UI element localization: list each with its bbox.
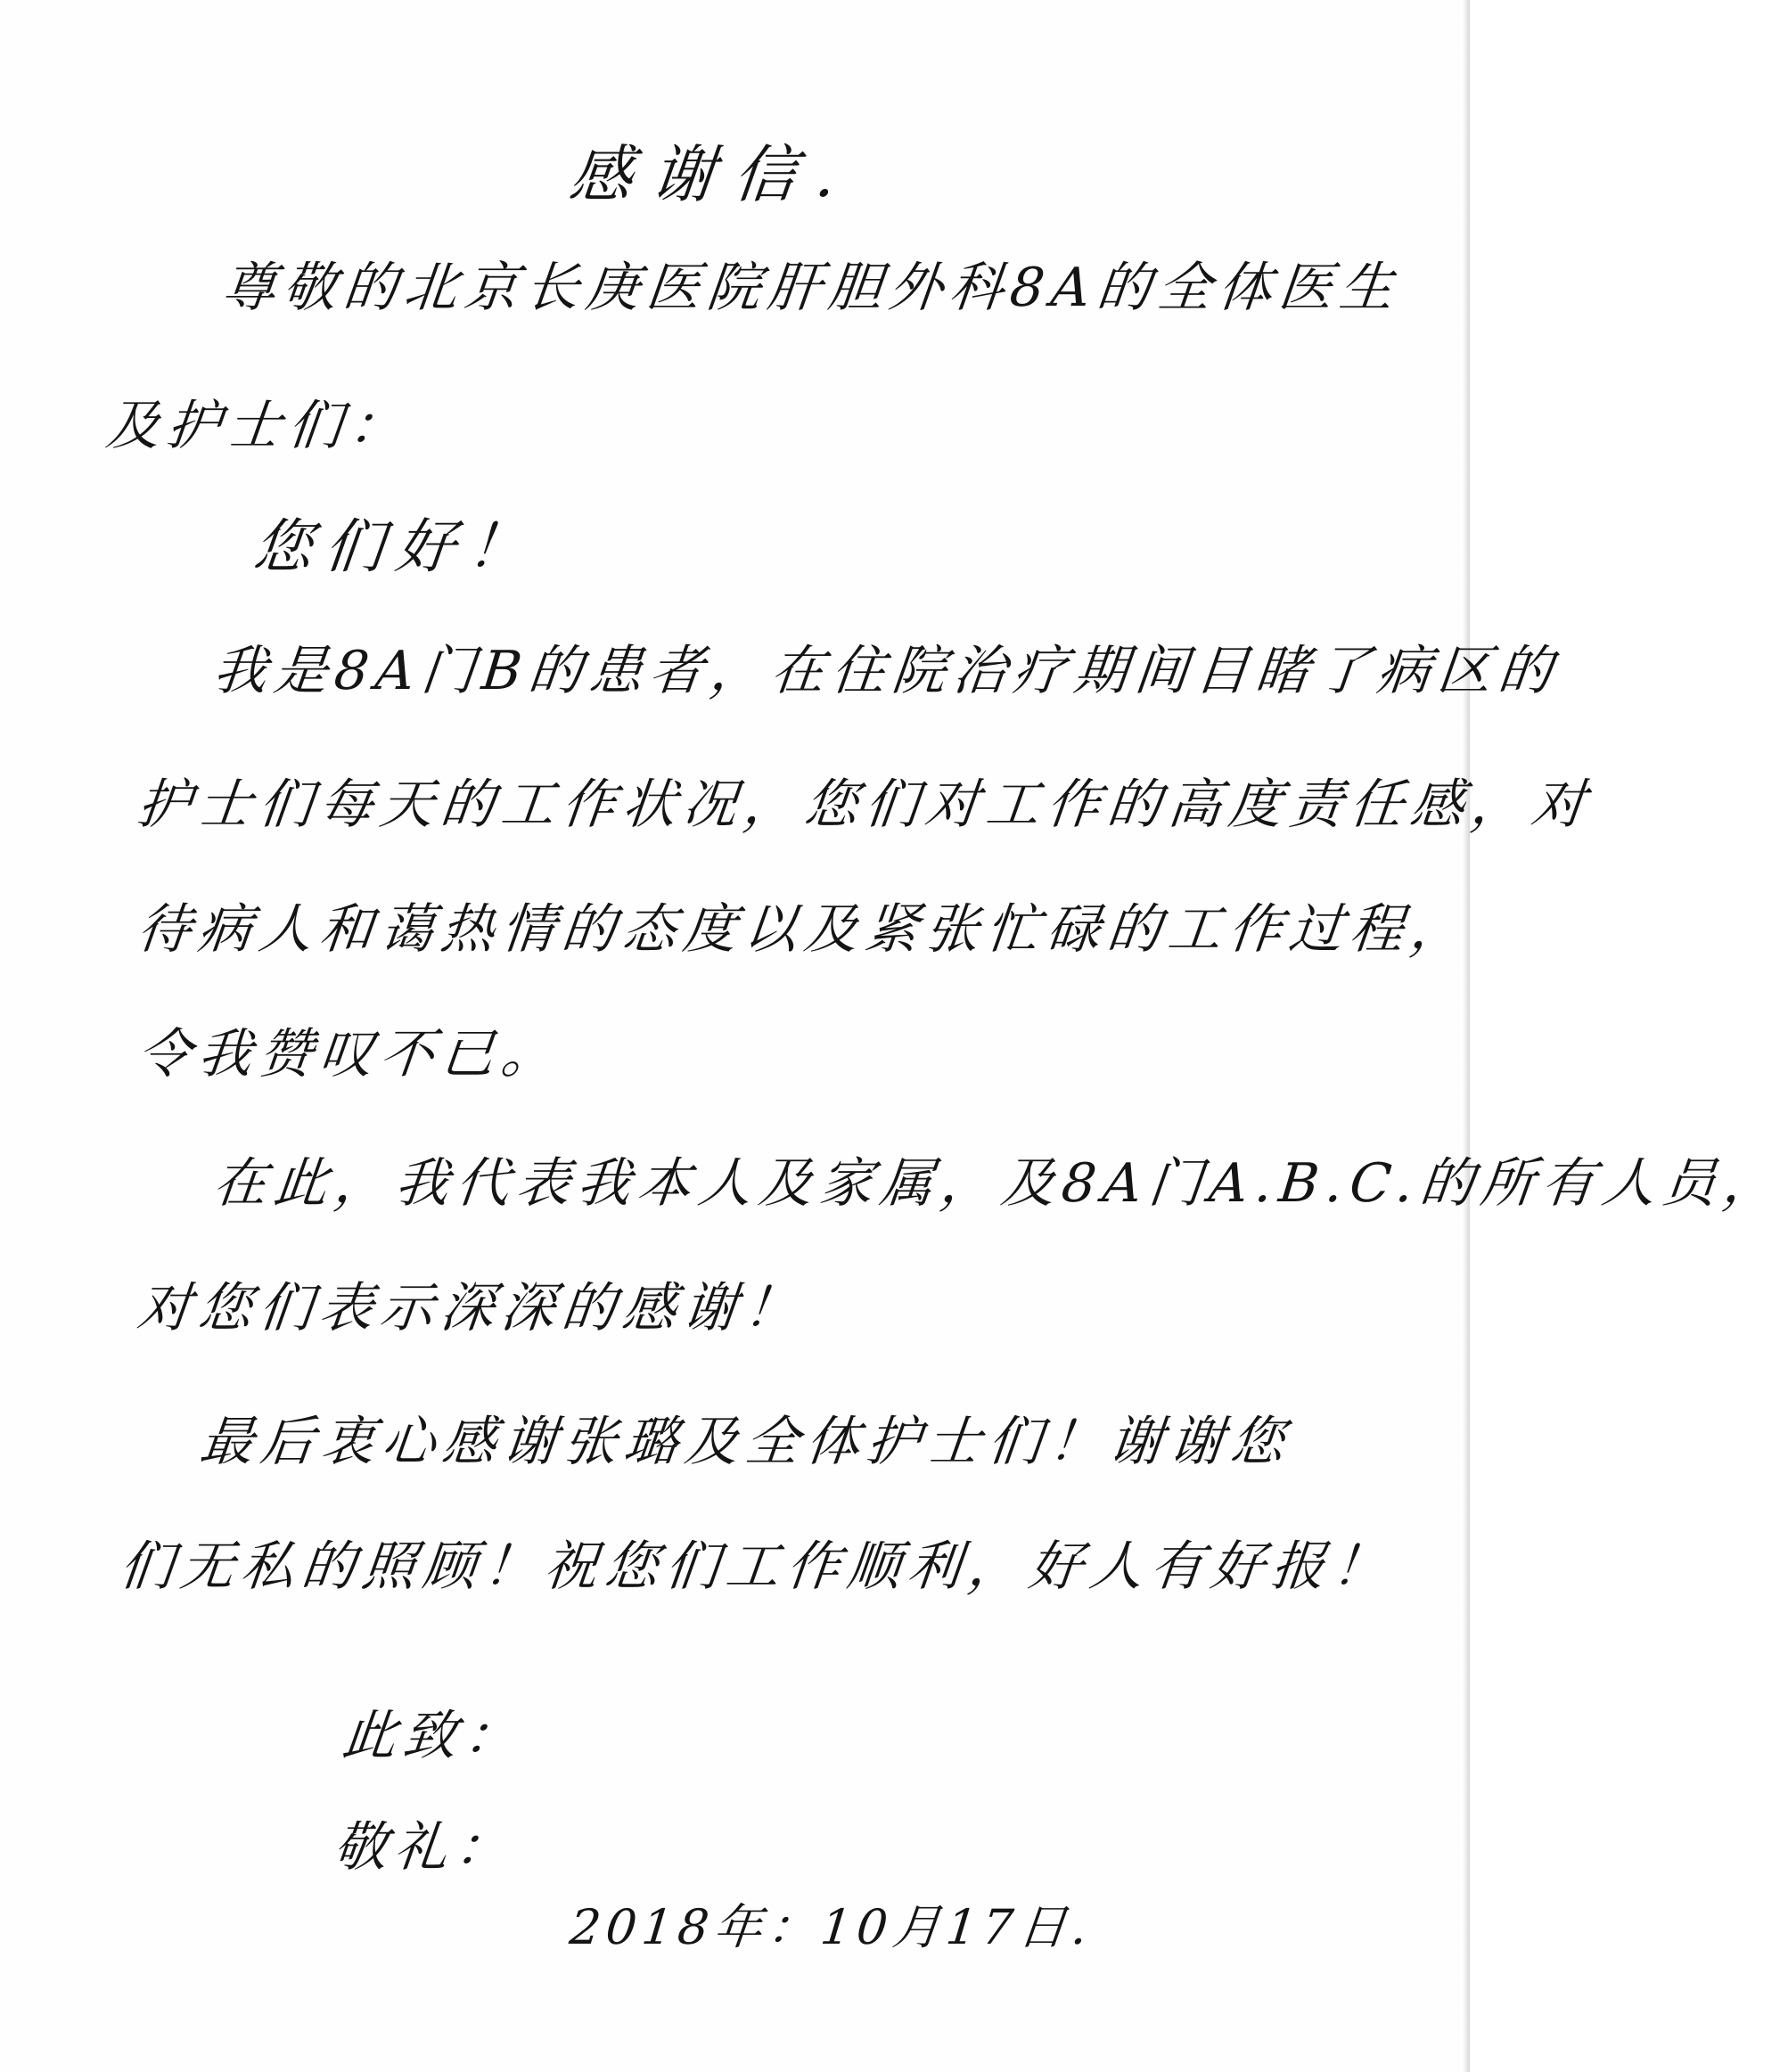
closing-line-1: 此致： <box>339 1705 529 1767</box>
paragraph-1-line-2: 护士们每天的工作状况，您们对工作的高度责任感，对 <box>134 774 1596 836</box>
paragraph-2-line-2: 对您们表示深深的感谢！ <box>134 1277 808 1339</box>
paragraph-1-line-1: 我是8A门B的患者，在住院治疗期间目睹了病区的 <box>209 640 1562 702</box>
paragraph-1-line-4: 令我赞叹不已。 <box>134 1023 566 1085</box>
salutation-line-1: 尊敬的北京长庚医院肝胆外科8A的全体医生 <box>218 257 1404 319</box>
closing-line-2: 敬礼： <box>330 1816 520 1879</box>
greeting: 您们好！ <box>250 512 543 581</box>
page-edge <box>1463 0 1470 2072</box>
paragraph-2-line-1: 在此，我代表我本人及家属，及8A门A.B.C.的所有人员， <box>209 1152 1788 1215</box>
salutation-line-2: 及护士们： <box>103 395 414 457</box>
letter-title: 感谢信. <box>566 138 859 211</box>
paragraph-3-line-2: 们无私的照顾！祝您们工作顺利，好人有好报！ <box>116 1536 1397 1598</box>
letter-date: 2018年：10月17日. <box>567 1899 1095 1955</box>
paragraph-3-line-1: 最后衷心感谢张璐及全体护士们！谢谢您 <box>196 1411 1295 1473</box>
paragraph-1-line-3: 待病人和蔼热情的态度以及紧张忙碌的工作过程， <box>134 898 1475 961</box>
